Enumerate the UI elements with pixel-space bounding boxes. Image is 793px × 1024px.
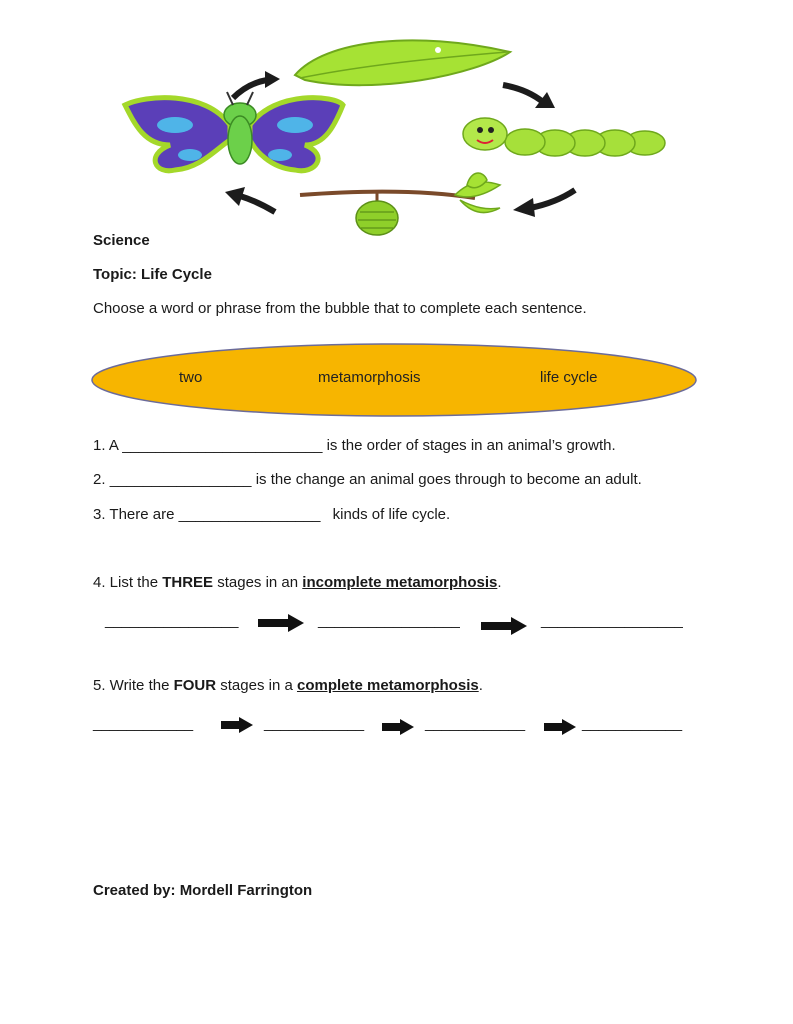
arrow-right-icon <box>544 719 576 735</box>
topic-label: Topic: Life Cycle <box>93 266 212 283</box>
author-credit: Created by: Mordell Farrington <box>93 882 313 899</box>
question-4-term: incomplete metamorphosis <box>302 574 498 591</box>
answer-blank[interactable]: ________________________ <box>122 437 323 454</box>
stage-blank[interactable]: _________________ <box>318 612 460 629</box>
stage-blank[interactable]: ____________ <box>582 715 683 732</box>
question-5-emphasis: FOUR <box>173 677 217 694</box>
question-2 <box>93 471 642 488</box>
butterfly-icon <box>125 92 343 171</box>
question-4-mid: stages in an <box>213 574 303 591</box>
stage-blank[interactable]: _________________ <box>541 612 683 629</box>
question-3-prefix: 3. There are <box>93 506 175 523</box>
chrysalis-icon <box>300 173 500 235</box>
question-4-end: . <box>497 574 502 591</box>
cycle-arrow-icon <box>503 85 555 108</box>
cycle-arrow-icon <box>513 190 575 217</box>
question-2-prefix: 2. <box>93 471 106 488</box>
question-5 <box>93 677 483 694</box>
caterpillar-icon <box>463 118 665 156</box>
question-3-suffix: kinds of life cycle. <box>332 506 451 523</box>
question-4-emphasis: THREE <box>162 574 214 591</box>
word-bank-item: metamorphosis <box>318 369 421 386</box>
stage-blank[interactable]: ____________ <box>93 715 194 732</box>
arrow-right-icon <box>258 614 304 632</box>
arrow-right-icon <box>221 717 253 733</box>
instruction-text: Choose a word or phrase from the bubble that to complete each sentence. <box>93 300 587 317</box>
stage-blank[interactable]: ________________ <box>105 612 239 629</box>
stage-blank[interactable]: ____________ <box>425 715 526 732</box>
cycle-arrow-icon <box>233 71 280 98</box>
question-3 <box>93 506 450 523</box>
question-1-prefix: 1. A <box>93 437 119 454</box>
answer-blank[interactable]: _________________ <box>178 506 321 523</box>
question-4 <box>93 574 502 591</box>
arrow-right-icon <box>382 719 414 735</box>
answer-blank[interactable]: _________________ <box>109 471 252 488</box>
question-5-mid: stages in a <box>216 677 297 694</box>
subject-label: Science <box>93 232 150 249</box>
word-bank-item: two <box>179 369 203 386</box>
cycle-arrow-icon <box>225 187 275 212</box>
question-1 <box>93 437 616 454</box>
arrow-right-icon <box>481 617 527 635</box>
question-5-lead: 5. Write the <box>93 677 174 694</box>
question-2-suffix: is the change an animal goes through to become an adult. <box>255 471 642 488</box>
leaf-icon <box>295 40 510 85</box>
word-bank-item: life cycle <box>540 369 598 386</box>
life-cycle-illustration <box>115 30 675 240</box>
stage-blank[interactable]: ____________ <box>264 715 365 732</box>
question-1-suffix: is the order of stages in an animal’s growth. <box>326 437 616 454</box>
question-5-end: . <box>478 677 483 694</box>
question-4-lead: 4. List the <box>93 574 163 591</box>
question-5-term: complete metamorphosis <box>296 677 479 694</box>
